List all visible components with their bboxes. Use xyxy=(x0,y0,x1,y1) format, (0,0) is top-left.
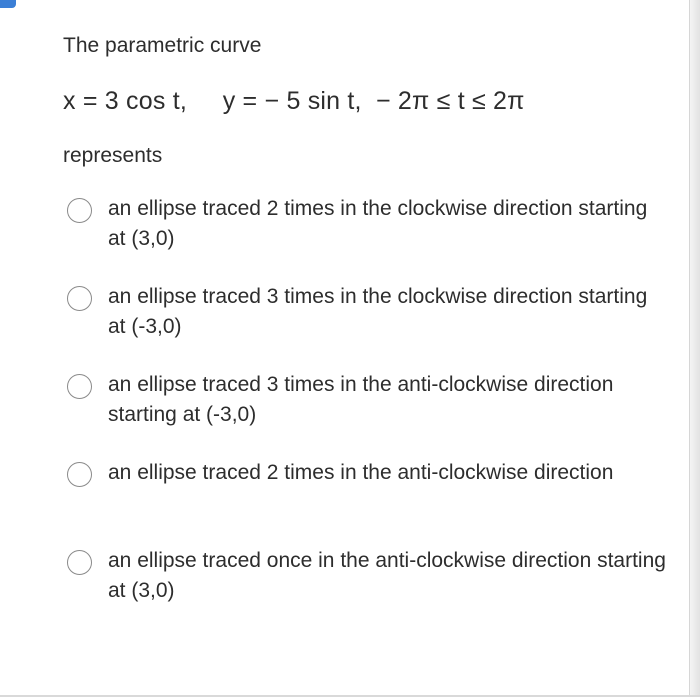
answer-option-label[interactable]: an ellipse traced 2 times in the clockwise direction starting at (3,0) xyxy=(108,197,648,250)
radio-button-5[interactable] xyxy=(67,550,92,575)
radio-button-4[interactable] xyxy=(67,462,92,487)
answer-option-3[interactable] xyxy=(67,370,667,458)
question-intro: The parametric curve xyxy=(63,34,262,57)
answer-options xyxy=(67,194,667,634)
answer-option-4[interactable] xyxy=(67,458,667,546)
corner-accent-tab xyxy=(0,0,16,8)
answer-option-label[interactable]: an ellipse traced once in the anti-clockwise direction starting at (3,0) xyxy=(108,549,666,602)
answer-option-label[interactable]: an ellipse traced 2 times in the anti-clockwise direction xyxy=(108,461,614,484)
question-equation: x = 3 cos t, y = − 5 sin t, − 2π ≤ t ≤ 2π xyxy=(63,87,525,115)
scrollbar-edge xyxy=(689,0,700,697)
radio-button-1[interactable] xyxy=(67,198,92,223)
answer-option-2[interactable] xyxy=(67,282,667,370)
answer-option-label[interactable]: an ellipse traced 3 times in the clockwise direction starting at (-3,0) xyxy=(108,285,648,338)
radio-button-2[interactable] xyxy=(67,286,92,311)
answer-option-1[interactable] xyxy=(67,194,667,282)
answer-option-5[interactable] xyxy=(67,546,667,634)
answer-option-label[interactable]: an ellipse traced 3 times in the anti-clockwise direction starting at (-3,0) xyxy=(108,373,614,426)
question-follow-text: represents xyxy=(63,144,163,167)
radio-button-3[interactable] xyxy=(67,374,92,399)
